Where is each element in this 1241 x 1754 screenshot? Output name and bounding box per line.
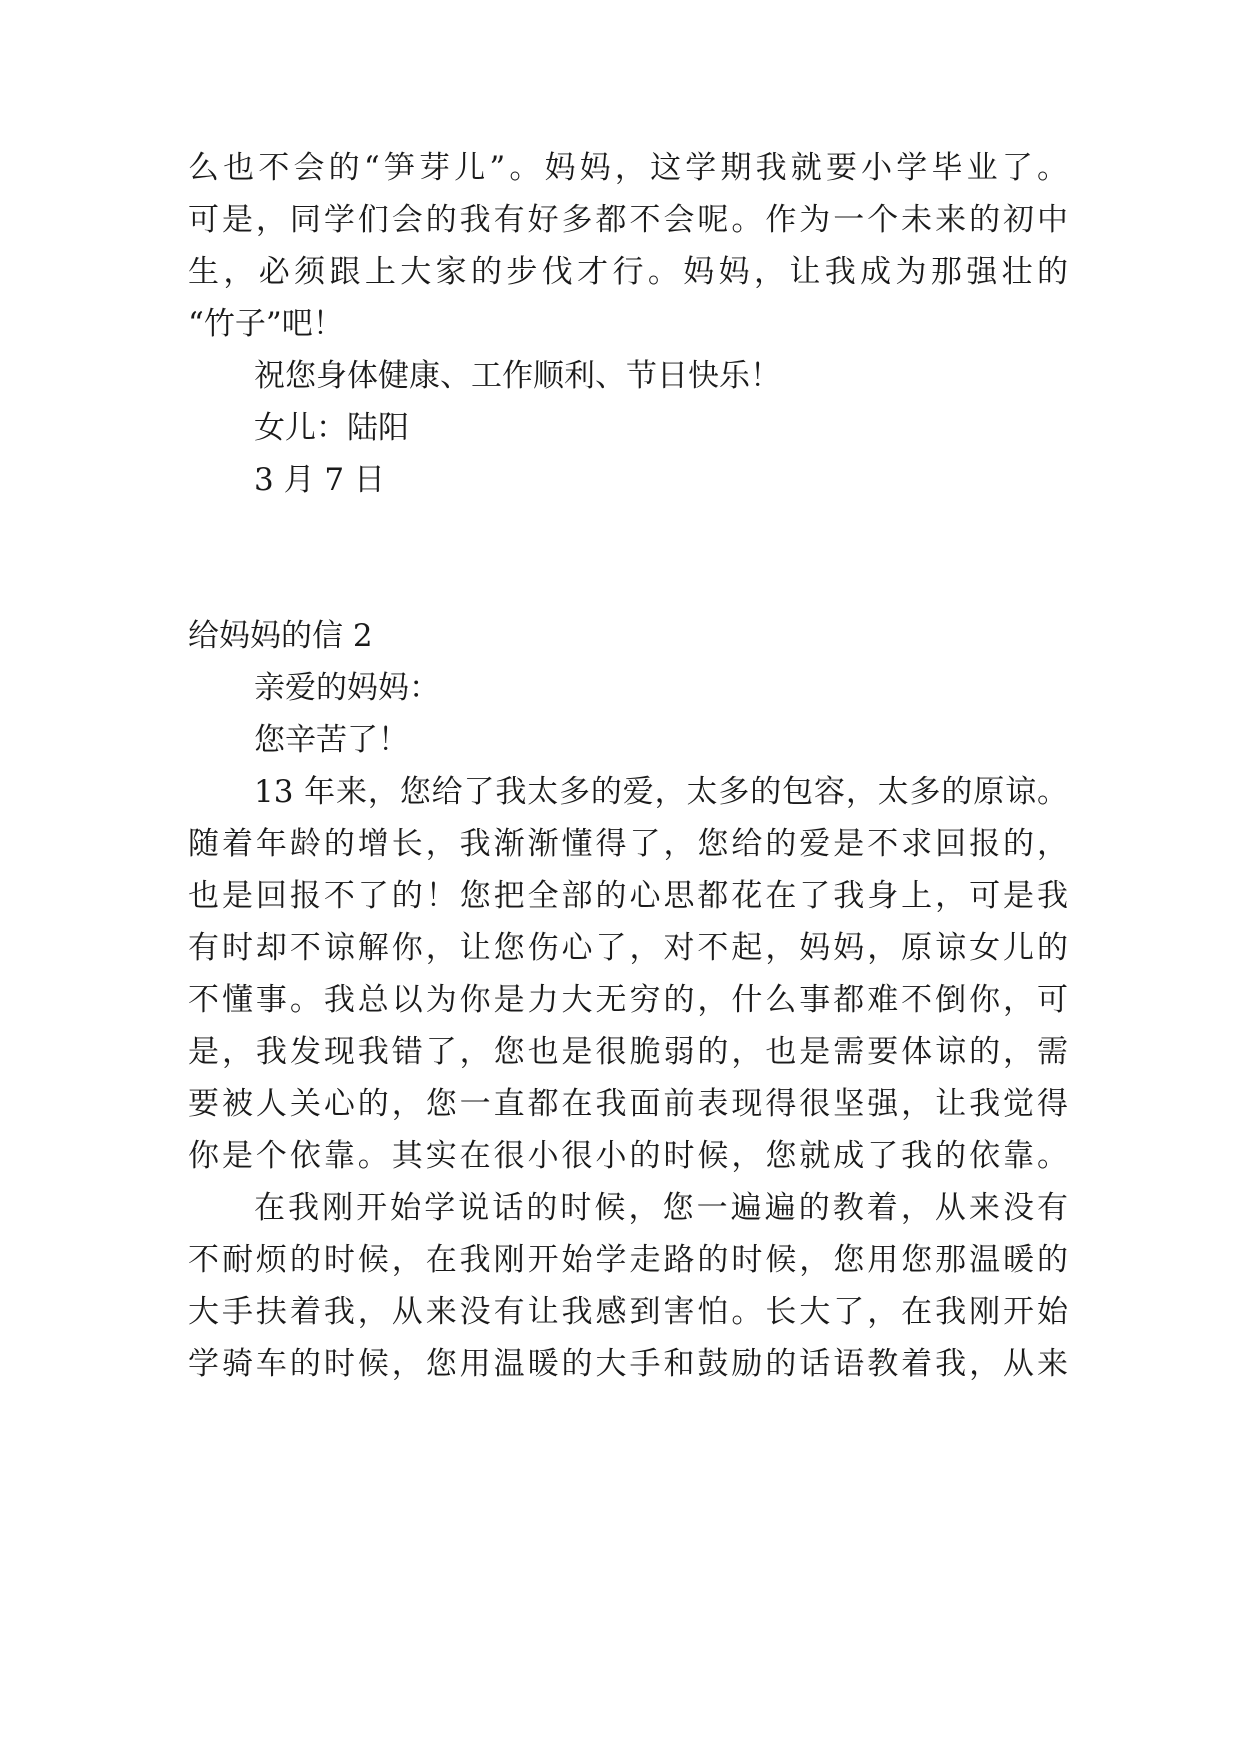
- letter1-text-line: 生，必须跟上大家的步伐才行。妈妈，让我成为那强壮的: [188, 254, 1068, 290]
- letter2-paragraph1-line: 随着年龄的增长，我渐渐懂得了，您给的爱是不求回报的，: [188, 826, 1068, 862]
- letter2-paragraph2-line: 不耐烦的时候，在我刚开始学走路的时候，您用您那温暖的: [188, 1242, 1068, 1278]
- letter2-salutation: 亲爱的妈妈：: [254, 670, 440, 706]
- letter2-paragraph2-line: 大手扶着我，从来没有让我感到害怕。长大了，在我刚开始: [188, 1294, 1068, 1330]
- letter2-paragraph1-line: 也是回报不了的！您把全部的心思都花在了我身上，可是我: [188, 878, 1068, 914]
- letter2-paragraph1-line: 是，我发现我错了，您也是很脆弱的，也是需要体谅的，需: [188, 1034, 1068, 1070]
- letter2-paragraph2-line: 在我刚开始学说话的时候，您一遍遍的教着，从来没有: [254, 1190, 1068, 1226]
- letter1-date: 3 月 7 日: [254, 462, 386, 498]
- letter2-paragraph1-line: 不懂事。我总以为你是力大无穷的，什么事都难不倒你，可: [188, 982, 1068, 1018]
- letter1-text-line: “竹子”吧！: [188, 306, 344, 342]
- letter1-text-line: 么也不会的“笋芽儿”。妈妈，这学期我就要小学毕业了。: [188, 150, 1068, 186]
- letter2-paragraph1-line: 13 年来，您给了我太多的爱，太多的包容，太多的原谅。: [254, 774, 1068, 810]
- letter2-paragraph1-line: 有时却不谅解你，让您伤心了，对不起，妈妈，原谅女儿的: [188, 930, 1068, 966]
- letter2-paragraph2-line: 学骑车的时候，您用温暖的大手和鼓励的话语教着我，从来: [188, 1346, 1068, 1382]
- letter1-signature: 女儿：陆阳: [254, 410, 409, 446]
- letter2-title: 给妈妈的信 2: [188, 618, 373, 654]
- letter2-paragraph1-line: 要被人关心的，您一直都在我面前表现得很坚强，让我觉得: [188, 1086, 1068, 1122]
- letter2-greeting: 您辛苦了！: [254, 722, 409, 758]
- letter2-paragraph1-line: 你是个依靠。其实在很小很小的时候，您就成了我的依靠。: [188, 1138, 1068, 1174]
- letter1-text-line: 可是，同学们会的我有好多都不会呢。作为一个未来的初中: [188, 202, 1068, 238]
- letter1-blessing: 祝您身体健康、工作顺利、节日快乐！: [254, 358, 781, 394]
